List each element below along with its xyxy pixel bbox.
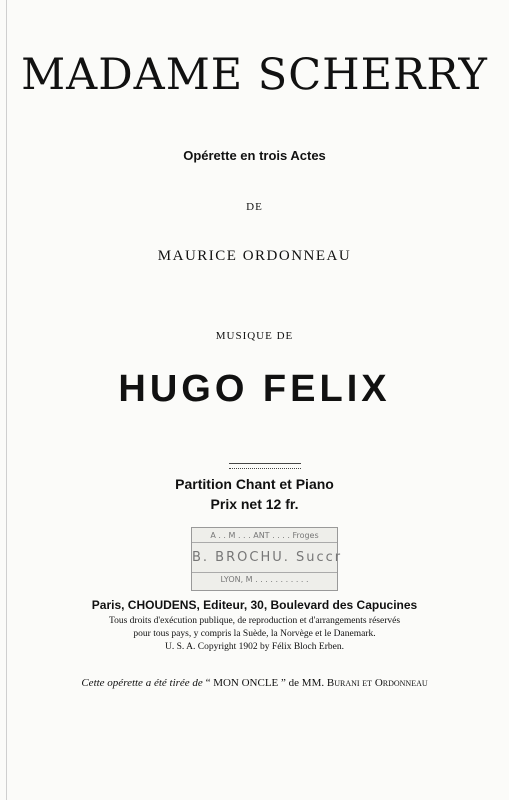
page-title: MADAME SCHERRY xyxy=(21,50,488,100)
source-note xyxy=(0,677,509,689)
partition-label: Partition Chant et Piano xyxy=(175,476,334,492)
stamp-line-3: LYON, M . . . . . . . . . . . xyxy=(192,572,337,584)
ornamental-rule xyxy=(229,463,301,469)
author-name: MAURICE ORDONNEAU xyxy=(157,248,352,264)
price-label: Prix net 12 fr. xyxy=(210,496,299,512)
stamp-line-2: B. BROCHU. Succr xyxy=(192,550,343,565)
note-middle: de MM. xyxy=(288,677,325,689)
de-label: DE xyxy=(246,201,263,213)
subtitle: Opérette en trois Actes xyxy=(183,148,326,163)
copyright-line: U. S. A. Copyright 1902 by Félix Bloch Erben. xyxy=(165,642,344,652)
musique-de-label: MUSIQUE DE xyxy=(215,330,294,342)
note-prefix: Cette opérette a été tirée de xyxy=(81,677,203,689)
rights-line-1: Tous droits d'exécution publique, de reproduction et d'arrangements réservés xyxy=(108,616,401,626)
rights-line-2: pour tous pays, y compris la Suède, la Norvège et le Danemark. xyxy=(133,629,376,639)
note-work: “ MON ONCLE ” xyxy=(205,677,286,689)
note-authors: Burani et Ordonneau xyxy=(326,677,428,689)
dealer-stamp xyxy=(191,527,343,591)
composer-name: HUGO FELIX xyxy=(118,368,391,410)
publisher-line: Paris, CHOUDENS, Editeur, 30, Boulevard des Capucines xyxy=(91,598,418,612)
stamp-line-1: A . . M . . . ANT . . . . Froges xyxy=(192,531,337,543)
